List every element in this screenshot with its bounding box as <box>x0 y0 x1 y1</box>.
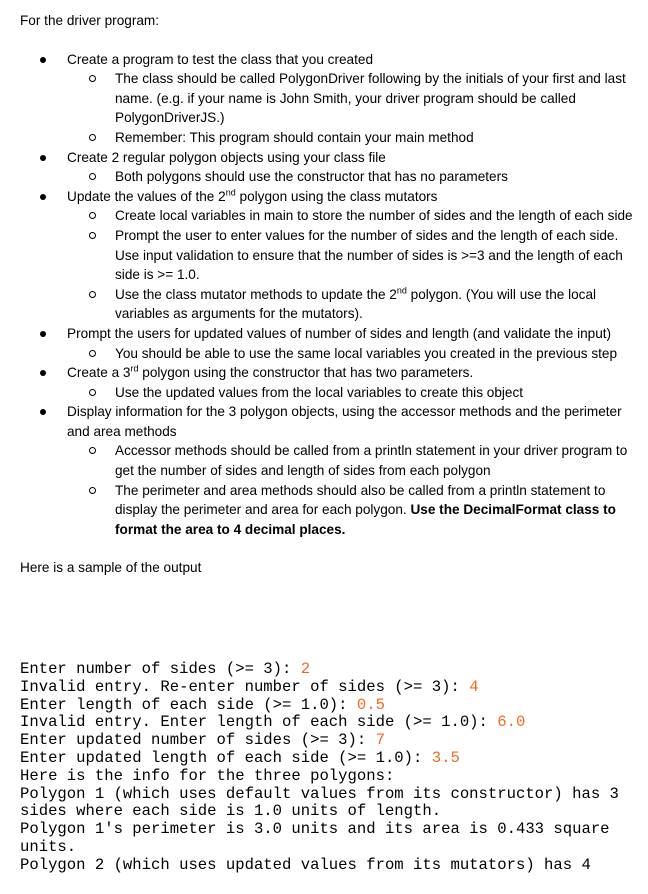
user-input-value: 0.5 <box>356 695 385 714</box>
circle-bullet-icon <box>89 487 96 494</box>
sub-list-item: You should be able to use the same local variables you created in the previous step <box>20 344 640 364</box>
circle-bullet-icon <box>89 389 96 396</box>
bullet-icon <box>40 57 46 63</box>
section-title: For the driver program: <box>20 13 160 28</box>
output-prompt: Invalid entry. Enter length of each side (>= 1.0): <box>20 713 498 732</box>
output-prompt: Here is the info for the three polygons: <box>20 766 395 785</box>
circle-bullet-icon <box>89 75 96 82</box>
instruction-list <box>20 50 640 540</box>
circle-bullet-icon <box>89 291 96 298</box>
list-item: Create 2 regular polygon objects using your class file <box>20 148 640 168</box>
sub-list-item: Use the class mutator methods to update the 2nd polygon. (You will use the local variables as arguments for the mutators). <box>20 285 640 324</box>
output-line <box>20 661 619 679</box>
user-input-value: 7 <box>375 731 385 750</box>
bullet-icon <box>40 331 46 337</box>
output-prompt: Polygon 2 (which uses updated values from its mutators) has 4 <box>20 855 591 874</box>
output-prompt: Enter number of sides (>= 3): <box>20 660 301 678</box>
circle-bullet-icon <box>89 212 96 219</box>
circle-bullet-icon <box>89 232 96 239</box>
output-line <box>20 857 619 875</box>
list-item: Prompt the users for updated values of number of sides and length (and validate the input) <box>20 324 640 344</box>
output-prompt: Enter length of each side (>= 1.0): <box>20 695 357 714</box>
output-line <box>20 697 619 715</box>
user-input-value: 6.0 <box>497 713 526 732</box>
circle-bullet-icon <box>89 134 96 141</box>
output-prompt: Enter updated length of each side (>= 1.0): <box>20 748 432 767</box>
sample-label: Here is a sample of the output <box>20 560 202 576</box>
bullet-icon <box>40 409 46 415</box>
output-prompt: Invalid entry. Re-enter number of sides (>= 3): <box>20 677 470 696</box>
assignment-document <box>20 11 640 578</box>
circle-bullet-icon <box>89 350 96 357</box>
sample-output-console <box>20 661 619 875</box>
list-item: Display information for the 3 polygon objects, using the accessor methods and the perimeter and area methods <box>20 402 640 441</box>
user-input-value: 2 <box>300 660 311 678</box>
output-line <box>20 732 619 750</box>
output-prompt: sides where each side is 1.0 units of length. <box>20 802 442 821</box>
output-line <box>20 786 619 804</box>
circle-bullet-icon <box>89 447 96 454</box>
output-prompt: units. <box>20 837 77 856</box>
bullet-icon <box>40 370 46 376</box>
list-item: Update the values of the 2nd polygon using the class mutators <box>20 187 640 207</box>
output-prompt: Enter updated number of sides (>= 3): <box>20 731 376 750</box>
sub-list-item: Remember: This program should contain your main method <box>20 128 640 148</box>
output-line <box>20 714 619 732</box>
output-line <box>20 803 619 821</box>
sub-list-item: The class should be called PolygonDriver following by the initials of your first and last name. (e.g. if your name is John Smith, your driver program should be called PolygonDriverJS.) <box>20 69 640 128</box>
output-line <box>20 679 619 697</box>
list-item: Create a program to test the class that you created <box>20 50 640 70</box>
circle-bullet-icon <box>89 173 96 180</box>
user-input-value: 4 <box>469 677 479 696</box>
output-line <box>20 750 619 768</box>
sub-list-item: Prompt the user to enter values for the number of sides and the length of each side. Use input validation to ensure that the number of sides is >=3 and the length of each side is >= 1.0. <box>20 226 640 285</box>
bullet-icon <box>40 155 46 161</box>
list-item: Create a 3rd polygon using the constructor that has two parameters. <box>20 363 640 383</box>
sub-list-item: Use the updated values from the local variables to create this object <box>20 383 640 403</box>
sub-list-item: Create local variables in main to store the number of sides and the length of each side <box>20 206 640 226</box>
sub-list-item: Both polygons should use the constructor that has no parameters <box>20 167 640 187</box>
output-line <box>20 821 619 839</box>
output-line <box>20 768 619 786</box>
sub-list-item: Accessor methods should be called from a println statement in your driver program to get the number of sides and length of sides from each polygon <box>20 441 640 480</box>
bullet-icon <box>40 194 46 200</box>
sub-list-item: The perimeter and area methods should also be called from a println statement to display the perimeter and area for each polygon. Use the DecimalFormat class to format the area to 4 decimal places. <box>20 481 640 540</box>
output-prompt: Polygon 1 (which uses default values from its constructor) has 3 <box>20 784 619 803</box>
user-input-value: 3.5 <box>431 748 460 767</box>
output-prompt: Polygon 1's perimeter is 3.0 units and its area is 0.433 square <box>20 820 610 839</box>
output-line <box>20 839 619 857</box>
